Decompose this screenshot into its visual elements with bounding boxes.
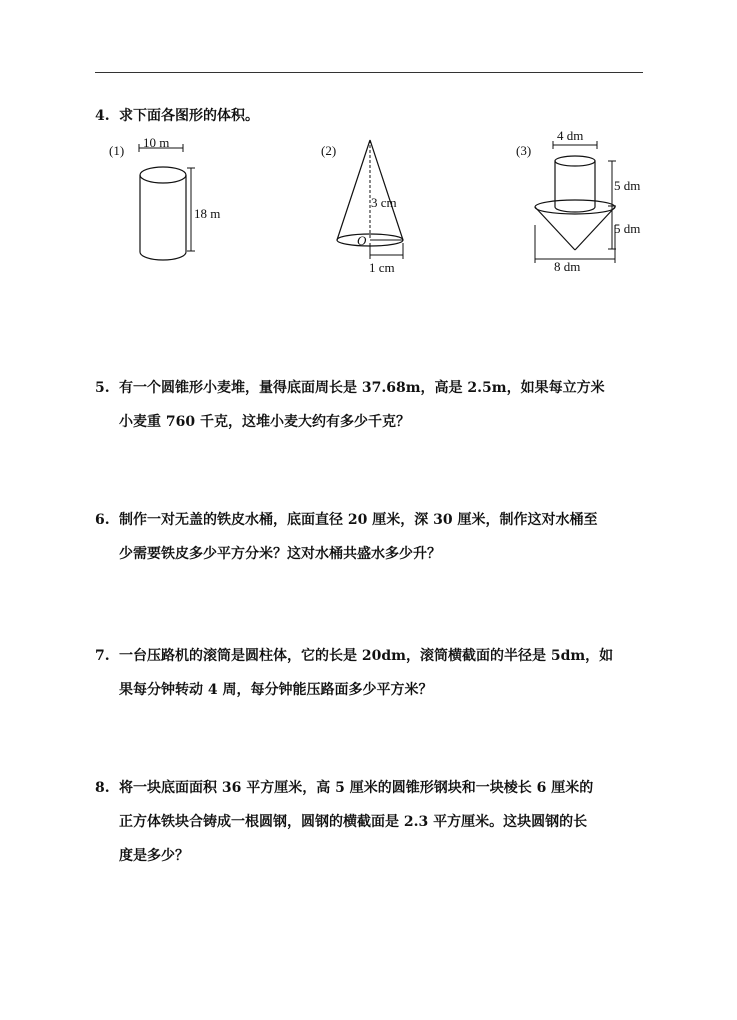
question-line-2: 果每分钟转动 4 周，每分钟能压路面多少平方米？ xyxy=(119,682,433,698)
figure-2-label: (2) xyxy=(321,143,337,158)
question-line-1: 将一块底面面积 36 平方厘米，高 5 厘米的圆锥形钢块和一块棱长 6 厘米的 xyxy=(119,780,594,796)
question-number: 6. xyxy=(95,512,110,528)
question-6 xyxy=(95,503,647,571)
question-number: 8. xyxy=(95,780,110,796)
question-line-2: 小麦重 760 千克，这堆小麦大约有多少千克？ xyxy=(119,414,410,430)
question-line-2: 少需要铁皮多少平方分米？这对水桶共盛水多少升？ xyxy=(119,546,441,562)
figure-3-cone-height: 5 dm xyxy=(614,221,641,236)
question-text: 求下面各图形的体积。 xyxy=(119,108,259,124)
header-rule xyxy=(95,72,643,73)
figure-3-cone-diameter: 8 dm xyxy=(554,259,581,274)
figure-2-cone xyxy=(315,135,425,280)
question-line-3: 度是多少？ xyxy=(119,848,189,864)
question-line-2: 正方体铁块合铸成一根圆钢，圆钢的横截面是 2.3 平方厘米。这块圆钢的长 xyxy=(119,814,588,830)
question-number: 5. xyxy=(95,380,110,396)
question-7 xyxy=(95,639,647,707)
question-line-1: 一台压路机的滚筒是圆柱体，它的长是 20dm，滚筒横截面的半径是 5dm，如 xyxy=(119,648,614,664)
question-line-1: 有一个圆锥形小麦堆，量得底面周长是 37.68m，高是 2.5m，如果每立方米 xyxy=(119,380,605,396)
figure-2-center: O xyxy=(357,233,367,248)
question-number: 4. xyxy=(95,108,110,124)
figure-2-radius: 1 cm xyxy=(369,260,395,275)
figure-3-top-diameter: 4 dm xyxy=(557,128,584,143)
figure-3-composite xyxy=(510,125,660,275)
question-number: 7. xyxy=(95,648,110,664)
figure-1-cylinder xyxy=(105,135,245,265)
figure-3-cyl-height: 5 dm xyxy=(614,178,641,193)
question-line-1: 制作一对无盖的铁皮水桶，底面直径 20 厘米，深 30 厘米，制作这对水桶至 xyxy=(119,512,598,528)
figure-1-height: 18 m xyxy=(194,206,221,221)
question-8 xyxy=(95,771,647,873)
figure-2-height: 3 cm xyxy=(371,195,397,210)
figure-1-diameter: 10 m xyxy=(143,135,170,150)
figure-1-label: (1) xyxy=(109,143,125,158)
figure-3-label: (3) xyxy=(516,143,532,158)
question-5 xyxy=(95,371,647,439)
